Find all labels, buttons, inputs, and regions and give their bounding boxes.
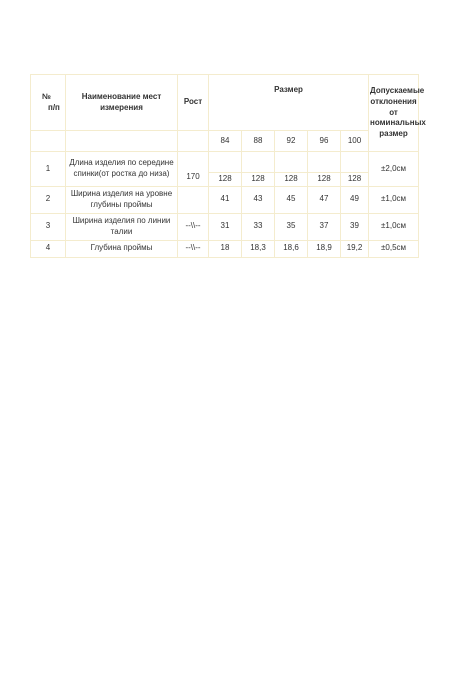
- sizes-row: [31, 131, 419, 152]
- row-4-value-96: 18,9: [308, 240, 341, 257]
- size-84: 84: [209, 131, 242, 152]
- header-tolerance-line5: размер: [379, 129, 408, 139]
- header-height: Рост: [178, 75, 209, 131]
- row-2-number: 2: [31, 186, 66, 213]
- row-1-name-line2: спинки(от ростка до низа): [73, 168, 170, 178]
- header-name: [66, 75, 178, 131]
- row-1-blank-1: [209, 152, 242, 173]
- row-3-name-line2: талии: [110, 226, 133, 236]
- row-1-value-96: 128: [308, 173, 341, 187]
- measurements-table: [30, 74, 426, 258]
- row-2-tolerance: ±1,0см: [369, 186, 419, 213]
- row-3-number: 3: [31, 213, 66, 240]
- header-tolerance: [369, 75, 426, 152]
- table-row: [31, 152, 419, 173]
- row-3-value-100: 39: [341, 213, 369, 240]
- row-1-blank-2: [242, 152, 275, 173]
- header-name-line2: измерения: [100, 102, 143, 112]
- header-number: [31, 75, 66, 131]
- row-4-height: --\\--: [178, 240, 209, 257]
- header-tolerance-line3: от: [389, 107, 398, 117]
- row-2-value-88: 43: [242, 186, 275, 213]
- table-row: [31, 186, 419, 213]
- row-1-blank-3: [275, 152, 308, 173]
- row-3-height: --\\--: [178, 213, 209, 240]
- size-96: 96: [308, 131, 341, 152]
- size-92: 92: [275, 131, 308, 152]
- row-2-height: [178, 186, 209, 213]
- row-1-name: [66, 152, 178, 187]
- header-row: [31, 75, 419, 131]
- row-4-value-100: 19,2: [341, 240, 369, 257]
- row-1-tolerance: ±2,0см: [369, 152, 419, 187]
- row-1-name-line1: Длина изделия по середине: [69, 158, 174, 168]
- header-number-line1: №: [42, 91, 51, 101]
- row-3-name: [66, 213, 178, 240]
- row-4-value-92: 18,6: [275, 240, 308, 257]
- size-100: 100: [341, 131, 369, 152]
- page: [30, 74, 426, 258]
- row-4-name: Глубина проймы: [66, 240, 178, 257]
- row-3-value-88: 33: [242, 213, 275, 240]
- table-row: [31, 213, 419, 240]
- row-3-value-84: 31: [209, 213, 242, 240]
- row-1-value-88: 128: [242, 173, 275, 187]
- row-4-number: 4: [31, 240, 66, 257]
- sizes-empty-number: [31, 131, 66, 152]
- row-3-name-line1: Ширина изделия по линии: [72, 216, 171, 225]
- row-1-value-100: 128: [341, 173, 369, 187]
- table-row: [31, 240, 419, 257]
- header-size: Размер: [209, 75, 369, 131]
- sizes-empty-height: [178, 131, 209, 152]
- sizes-empty-name: [66, 131, 178, 152]
- row-4-value-84: 18: [209, 240, 242, 257]
- row-2-value-92: 45: [275, 186, 308, 213]
- row-4-tolerance: ±0,5см: [369, 240, 419, 257]
- row-1-height: 170: [178, 152, 209, 187]
- row-2-name-line2: глубины проймы: [90, 199, 153, 209]
- row-3-value-96: 37: [308, 213, 341, 240]
- header-name-line1: Наименование мест: [81, 91, 162, 101]
- row-1-value-92: 128: [275, 173, 308, 187]
- row-1-number: 1: [31, 152, 66, 187]
- row-3-tolerance: ±1,0см: [369, 213, 419, 240]
- row-2-name: [66, 186, 178, 213]
- row-4-value-88: 18,3: [242, 240, 275, 257]
- header-tolerance-line2: отклонения: [370, 96, 417, 106]
- row-2-name-line1: Ширина изделия на уровне: [70, 189, 173, 198]
- row-1-blank-5: [341, 152, 369, 173]
- row-3-value-92: 35: [275, 213, 308, 240]
- row-2-value-84: 41: [209, 186, 242, 213]
- header-tolerance-line4: номинальных: [370, 118, 426, 128]
- size-88: 88: [242, 131, 275, 152]
- row-1-blank-4: [308, 152, 341, 173]
- header-tolerance-line1: Допускаемые: [370, 86, 425, 95]
- row-1-value-84: 128: [209, 173, 242, 187]
- row-2-value-100: 49: [341, 186, 369, 213]
- header-number-line2: п/п: [48, 102, 60, 112]
- row-2-value-96: 47: [308, 186, 341, 213]
